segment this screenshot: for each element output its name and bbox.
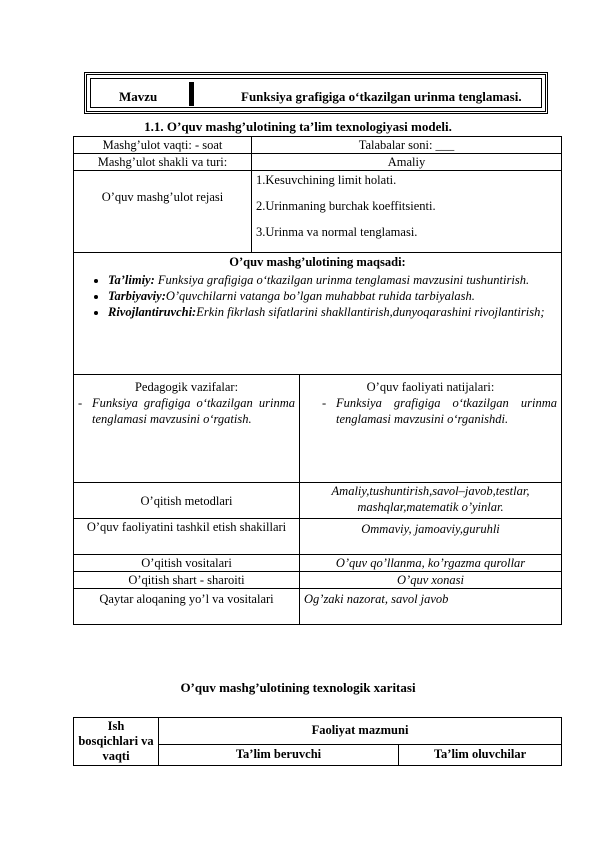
table-row [74,519,562,555]
goals-cell [74,253,562,375]
form-label: Mashg’ulot shakli va turi: [74,154,252,171]
model-table [73,136,562,625]
technology-map-table [73,717,562,766]
list-item [304,395,557,427]
detail-label: Qaytar aloqaning yo’l va vositalari [74,589,300,625]
map-title: O’quv mashg’ulotining texnologik xaritasi [180,680,416,695]
model-title: 1.1. O’quv mashg’ulotining ta’lim texnologiyasi modeli. [144,119,452,134]
table-row [74,171,562,253]
detail-label: O’qitish vositalari [74,555,300,572]
goal-label: Ta’limiy: [108,273,155,287]
learning-results-title: O’quv faoliyati natijalari: [366,380,495,394]
teacher-header: Ta’lim beruvchi [159,744,399,765]
table-row [74,718,562,745]
goal-text: Funksiya grafigiga oʻtkazilgan urinma tenglamasi mavzusini tushuntirish. [154,273,530,287]
goal-text: Erkin fikrlash sifatlarini shakllantirish,dunyoqarashini rivojlantirish; [196,305,545,319]
dash-marker: - [78,396,83,410]
students-header: Ta’lim oluvchilar [399,744,562,765]
learning-results-cell [300,375,562,483]
table-row [74,589,562,625]
topic-title: Funksiya grafigiga oʻtkazilgan urinma tenglamasi. [241,89,522,104]
plan-item: 1.Kesuvchining limit holati. [256,173,397,187]
plan-items [252,171,562,253]
topic-divider [189,82,194,106]
plan-label: O’quv mashg’ulot rejasi [74,171,252,253]
detail-label: O’qitish shart - sharoiti [74,572,300,589]
pedagogical-task-text: Funksiya grafigiga oʻtkazilgan urinma tenglamasi mavzusini oʻrgatish. [92,396,295,426]
goal-label: Tarbiyaviy: [108,289,166,303]
detail-value: O’quv qo’llanma, ko’rgazma qurollar [300,555,562,572]
form-value: Amaliy [252,154,562,171]
pedagogical-tasks-cell [74,375,300,483]
table-row [74,375,562,483]
students-label: Talabalar soni: ___ [252,137,562,154]
plan-item: 2.Urinmaning burchak koeffitsienti. [256,199,436,213]
time-label: Mashg’ulot vaqti: - soat [74,137,252,154]
list-item [108,272,557,288]
detail-value: Og’zaki nazorat, savol javob [300,589,562,625]
goal-text: O’quvchilarni vatanga bo’lgan muhabbat ruhida tarbiyalash. [165,289,475,303]
detail-value: Ommaviy, jamoaviy,guruhli [300,519,562,555]
list-item [108,304,557,320]
detail-value: Amaliy,tushuntirish,savol–javob,testlar, mashqlar,matematik o’yinlar. [300,483,562,519]
goals-title: O’quv mashg’ulotining maqsadi: [229,255,406,269]
list-item [78,395,295,427]
pedagogical-tasks-title: Pedagogik vazifalar: [134,380,239,394]
topic-box-inner [90,78,542,108]
plan-item: 3.Urinma va normal tenglamasi. [256,225,418,239]
table-row [74,555,562,572]
table-row [74,137,562,154]
learning-result-text: Funksiya grafigiga oʻtkazilgan urinma tenglamasi mavzusini oʻrganishdi. [336,396,557,426]
table-row [74,253,562,375]
table-row [74,154,562,171]
detail-value: O’quv xonasi [300,572,562,589]
table-row [74,483,562,519]
topic-label: Mavzu [119,89,158,104]
content-header: Faoliyat mazmuni [159,718,562,745]
stage-header: Ish bosqichlari va vaqti [74,718,159,766]
goals-list [78,272,557,320]
topic-box [84,72,548,114]
detail-label: O’qitish metodlari [74,483,300,519]
detail-label: O’quv faoliyatini tashkil etish shakillari [74,519,300,555]
table-row [74,572,562,589]
dash-marker: - [322,396,327,410]
goal-label: Rivojlantiruvchi: [108,305,197,319]
list-item [108,288,557,304]
